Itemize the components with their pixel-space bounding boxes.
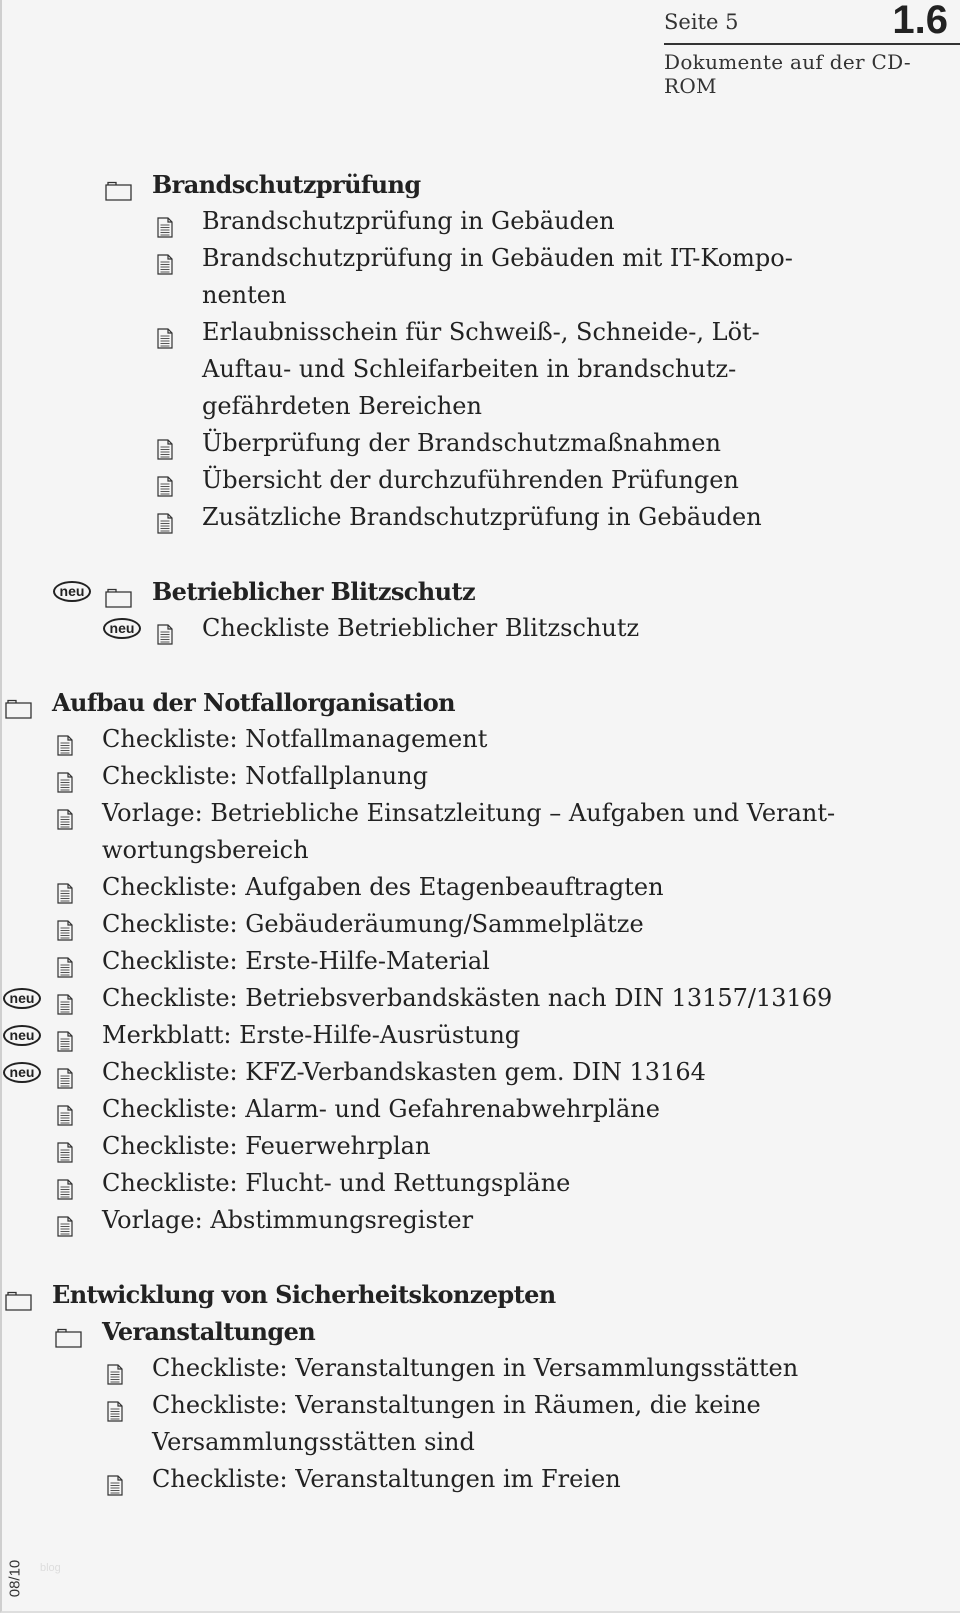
document-item[interactable] bbox=[0, 1165, 960, 1202]
issue-label: 08/10 bbox=[6, 1559, 24, 1598]
page-number: Seite 5 bbox=[664, 10, 739, 34]
document-title: Auftau- und Schleifarbeiten in brandschutz- bbox=[202, 355, 737, 383]
document-item[interactable] bbox=[0, 425, 960, 462]
document-item[interactable] bbox=[0, 351, 960, 388]
document-title: Checkliste: Alarm- und Gefahrenabwehrpläne bbox=[102, 1095, 660, 1123]
document-item[interactable] bbox=[0, 499, 960, 536]
document-item[interactable] bbox=[0, 980, 960, 1017]
document-icon bbox=[157, 619, 173, 656]
folder-title: Aufbau der Notfallorganisation bbox=[52, 688, 455, 717]
new-badge: neu bbox=[3, 1025, 41, 1046]
document-title: wortungsbereich bbox=[102, 836, 309, 864]
document-item[interactable] bbox=[0, 1128, 960, 1165]
document-title: nenten bbox=[202, 281, 287, 309]
document-title: Übersicht der durchzuführenden Prüfungen bbox=[202, 466, 739, 494]
section-number: 1.6 bbox=[892, 0, 948, 42]
document-icon bbox=[57, 1211, 73, 1248]
spacer bbox=[0, 647, 960, 684]
document-title: Checkliste: Erste-Hilfe-Material bbox=[102, 947, 490, 975]
document-item[interactable] bbox=[0, 1091, 960, 1128]
document-item[interactable] bbox=[0, 869, 960, 906]
new-badge: neu bbox=[3, 1062, 41, 1083]
new-badge: neu bbox=[3, 988, 41, 1009]
folder-item[interactable] bbox=[0, 684, 960, 721]
document-item[interactable] bbox=[0, 1387, 960, 1424]
spacer bbox=[0, 536, 960, 573]
document-item[interactable] bbox=[0, 462, 960, 499]
document-title: gefährdeten Bereichen bbox=[202, 392, 482, 420]
document-icon bbox=[157, 508, 173, 545]
document-title: Zusätzliche Brandschutzprüfung in Gebäuden bbox=[202, 503, 762, 531]
document-title: Vorlage: Betriebliche Einsatzleitung – Aufgaben und Verant- bbox=[102, 799, 836, 827]
folder-title: Brandschutzprüfung bbox=[152, 170, 421, 199]
document-item[interactable] bbox=[0, 203, 960, 240]
section-subtitle: Dokumente auf der CD-ROM bbox=[664, 50, 911, 98]
folder-title: Betrieblicher Blitzschutz bbox=[152, 577, 475, 606]
document-item[interactable] bbox=[0, 1017, 960, 1054]
document-title: Checkliste: Flucht- und Rettungspläne bbox=[102, 1169, 571, 1197]
document-item[interactable] bbox=[0, 1054, 960, 1091]
document-item[interactable] bbox=[0, 240, 960, 277]
document-title: Vorlage: Abstimmungsregister bbox=[102, 1206, 474, 1234]
document-title: Merkblatt: Erste-Hilfe-Ausrüstung bbox=[102, 1021, 521, 1049]
document-item[interactable] bbox=[0, 388, 960, 425]
document-item[interactable] bbox=[0, 832, 960, 869]
document-icon bbox=[107, 1470, 123, 1507]
document-item[interactable] bbox=[0, 1424, 960, 1461]
document-item[interactable] bbox=[0, 1202, 960, 1239]
document-item[interactable] bbox=[0, 758, 960, 795]
folder-item[interactable] bbox=[0, 573, 960, 610]
document-title: Überprüfung der Brandschutzmaßnahmen bbox=[202, 429, 721, 457]
document-title: Checkliste: Veranstaltungen in Räumen, die keine bbox=[152, 1391, 761, 1419]
header-rule bbox=[664, 43, 960, 45]
document-title: Erlaubnisschein für Schweiß-, Schneide-, Löt- bbox=[202, 318, 760, 346]
document-item[interactable] bbox=[0, 906, 960, 943]
spacer bbox=[0, 1239, 960, 1276]
document-title: Checkliste: Veranstaltungen im Freien bbox=[152, 1465, 621, 1493]
document-title: Checkliste: Betriebsverbandskästen nach DIN 13157/13169 bbox=[102, 984, 833, 1012]
document-item[interactable] bbox=[0, 943, 960, 980]
document-item[interactable] bbox=[0, 610, 960, 647]
document-title: Checkliste: Notfallplanung bbox=[102, 762, 428, 790]
folder-title: Entwicklung von Sicherheitskonzepten bbox=[52, 1280, 556, 1309]
document-item[interactable] bbox=[0, 1350, 960, 1387]
document-title: Checkliste: Veranstaltungen in Versammlungsstätten bbox=[152, 1354, 799, 1382]
folder-item[interactable] bbox=[0, 1313, 960, 1350]
folder-item[interactable] bbox=[0, 166, 960, 203]
document-title: Brandschutzprüfung in Gebäuden bbox=[202, 207, 615, 235]
document-tree bbox=[0, 166, 960, 1498]
document-title: Checkliste: Notfallmanagement bbox=[102, 725, 488, 753]
document-title: Checkliste: Gebäuderäumung/Sammelplätze bbox=[102, 910, 644, 938]
new-badge: neu bbox=[103, 618, 141, 639]
document-title: Checkliste Betrieblicher Blitzschutz bbox=[202, 614, 640, 642]
document-title: Checkliste: KFZ-Verbandskasten gem. DIN 13164 bbox=[102, 1058, 706, 1086]
folder-title: Veranstaltungen bbox=[102, 1317, 316, 1346]
folder-item[interactable] bbox=[0, 1276, 960, 1313]
document-item[interactable] bbox=[0, 721, 960, 758]
document-item[interactable] bbox=[0, 314, 960, 351]
document-title: Brandschutzprüfung in Gebäuden mit IT-Kompo- bbox=[202, 244, 793, 272]
document-title: Checkliste: Aufgaben des Etagenbeauftragten bbox=[102, 873, 664, 901]
document-item[interactable] bbox=[0, 277, 960, 314]
document-title: Checkliste: Feuerwehrplan bbox=[102, 1132, 431, 1160]
document-item[interactable] bbox=[0, 1461, 960, 1498]
watermark: blog bbox=[40, 1562, 61, 1574]
new-badge: neu bbox=[53, 581, 91, 602]
document-item[interactable] bbox=[0, 795, 960, 832]
document-title: Versammlungsstätten sind bbox=[152, 1428, 475, 1456]
